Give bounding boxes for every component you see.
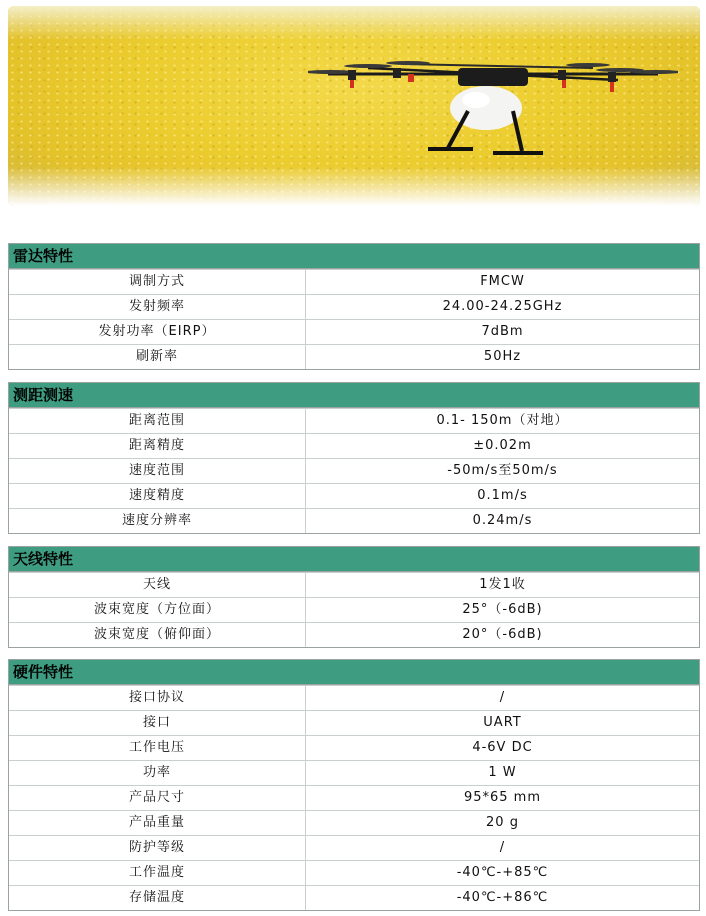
param-label: 发射频率	[9, 295, 306, 319]
sky-haze	[8, 6, 700, 40]
param-value: 20°（-6dB)	[462, 627, 543, 642]
param-value: 0.1m/s	[477, 488, 528, 503]
param-value: 0.1- 150m（对地）	[436, 413, 569, 428]
param-value: 4-6V DC	[472, 740, 533, 755]
param-value: 25°（-6dB)	[462, 602, 543, 617]
drone-illustration	[308, 56, 678, 166]
param-label: 存储温度	[9, 886, 306, 910]
param-value: /	[499, 840, 506, 855]
table-row	[9, 860, 699, 885]
param-value: -50m/s至50m/s	[447, 463, 558, 478]
table-row	[9, 483, 699, 508]
section-title: 硬件特性	[9, 660, 699, 685]
param-label: 波束宽度（俯仰面）	[9, 623, 306, 647]
param-label: 接口	[9, 711, 306, 735]
param-label: 刷新率	[9, 345, 306, 369]
section-radar-characteristics	[8, 243, 700, 370]
table-row	[9, 810, 699, 835]
section-antenna-characteristics	[8, 546, 700, 648]
param-label: 发射功率（EIRP）	[9, 320, 306, 344]
table-row	[9, 319, 699, 344]
param-label: 速度范围	[9, 459, 306, 483]
table-row	[9, 269, 699, 294]
param-label: 产品重量	[9, 811, 306, 835]
param-label: 波束宽度（方位面）	[9, 598, 306, 622]
param-value: /	[499, 690, 506, 705]
table-row	[9, 294, 699, 319]
param-label: 距离精度	[9, 434, 306, 458]
table-row	[9, 622, 699, 647]
param-value: UART	[483, 715, 522, 730]
section-ranging-and-speed	[8, 382, 700, 534]
table-row	[9, 835, 699, 860]
param-value: 1 W	[488, 765, 517, 780]
param-value: ±0.02m	[473, 438, 532, 453]
section-title: 测距测速	[9, 383, 699, 408]
param-value: 50Hz	[483, 349, 522, 364]
table-row	[9, 458, 699, 483]
table-row	[9, 408, 699, 433]
param-value: 7dBm	[481, 324, 524, 339]
section-title: 天线特性	[9, 547, 699, 572]
param-value: -40℃-+85℃	[456, 865, 549, 880]
table-row	[9, 572, 699, 597]
param-label: 工作温度	[9, 861, 306, 885]
param-label: 产品尺寸	[9, 786, 306, 810]
param-value: 0.24m/s	[472, 513, 533, 528]
param-value: 20 g	[486, 815, 519, 830]
table-row	[9, 735, 699, 760]
table-row	[9, 597, 699, 622]
table-row	[9, 508, 699, 533]
param-label: 接口协议	[9, 686, 306, 710]
param-label: 天线	[9, 573, 306, 597]
param-value: FMCW	[480, 274, 525, 289]
param-label: 功率	[9, 761, 306, 785]
param-label: 距离范围	[9, 409, 306, 433]
table-row	[9, 685, 699, 710]
table-row	[9, 710, 699, 735]
table-row	[9, 785, 699, 810]
param-label: 速度精度	[9, 484, 306, 508]
param-value: 95*65 mm	[463, 790, 542, 805]
param-value: -40℃-+86℃	[456, 890, 549, 905]
table-row	[9, 433, 699, 458]
param-label: 防护等级	[9, 836, 306, 860]
bottom-fade	[8, 166, 700, 206]
param-label: 工作电压	[9, 736, 306, 760]
table-row	[9, 885, 699, 910]
table-row	[9, 760, 699, 785]
param-value: 24.00-24.25GHz	[442, 299, 563, 314]
section-hardware-characteristics	[8, 659, 700, 911]
param-label: 调制方式	[9, 270, 306, 294]
hero-image-drone-over-rapeseed-field	[8, 6, 700, 206]
section-title: 雷达特性	[9, 244, 699, 269]
param-value: 1发1收	[479, 577, 526, 592]
table-row	[9, 344, 699, 369]
param-label: 速度分辨率	[9, 509, 306, 533]
